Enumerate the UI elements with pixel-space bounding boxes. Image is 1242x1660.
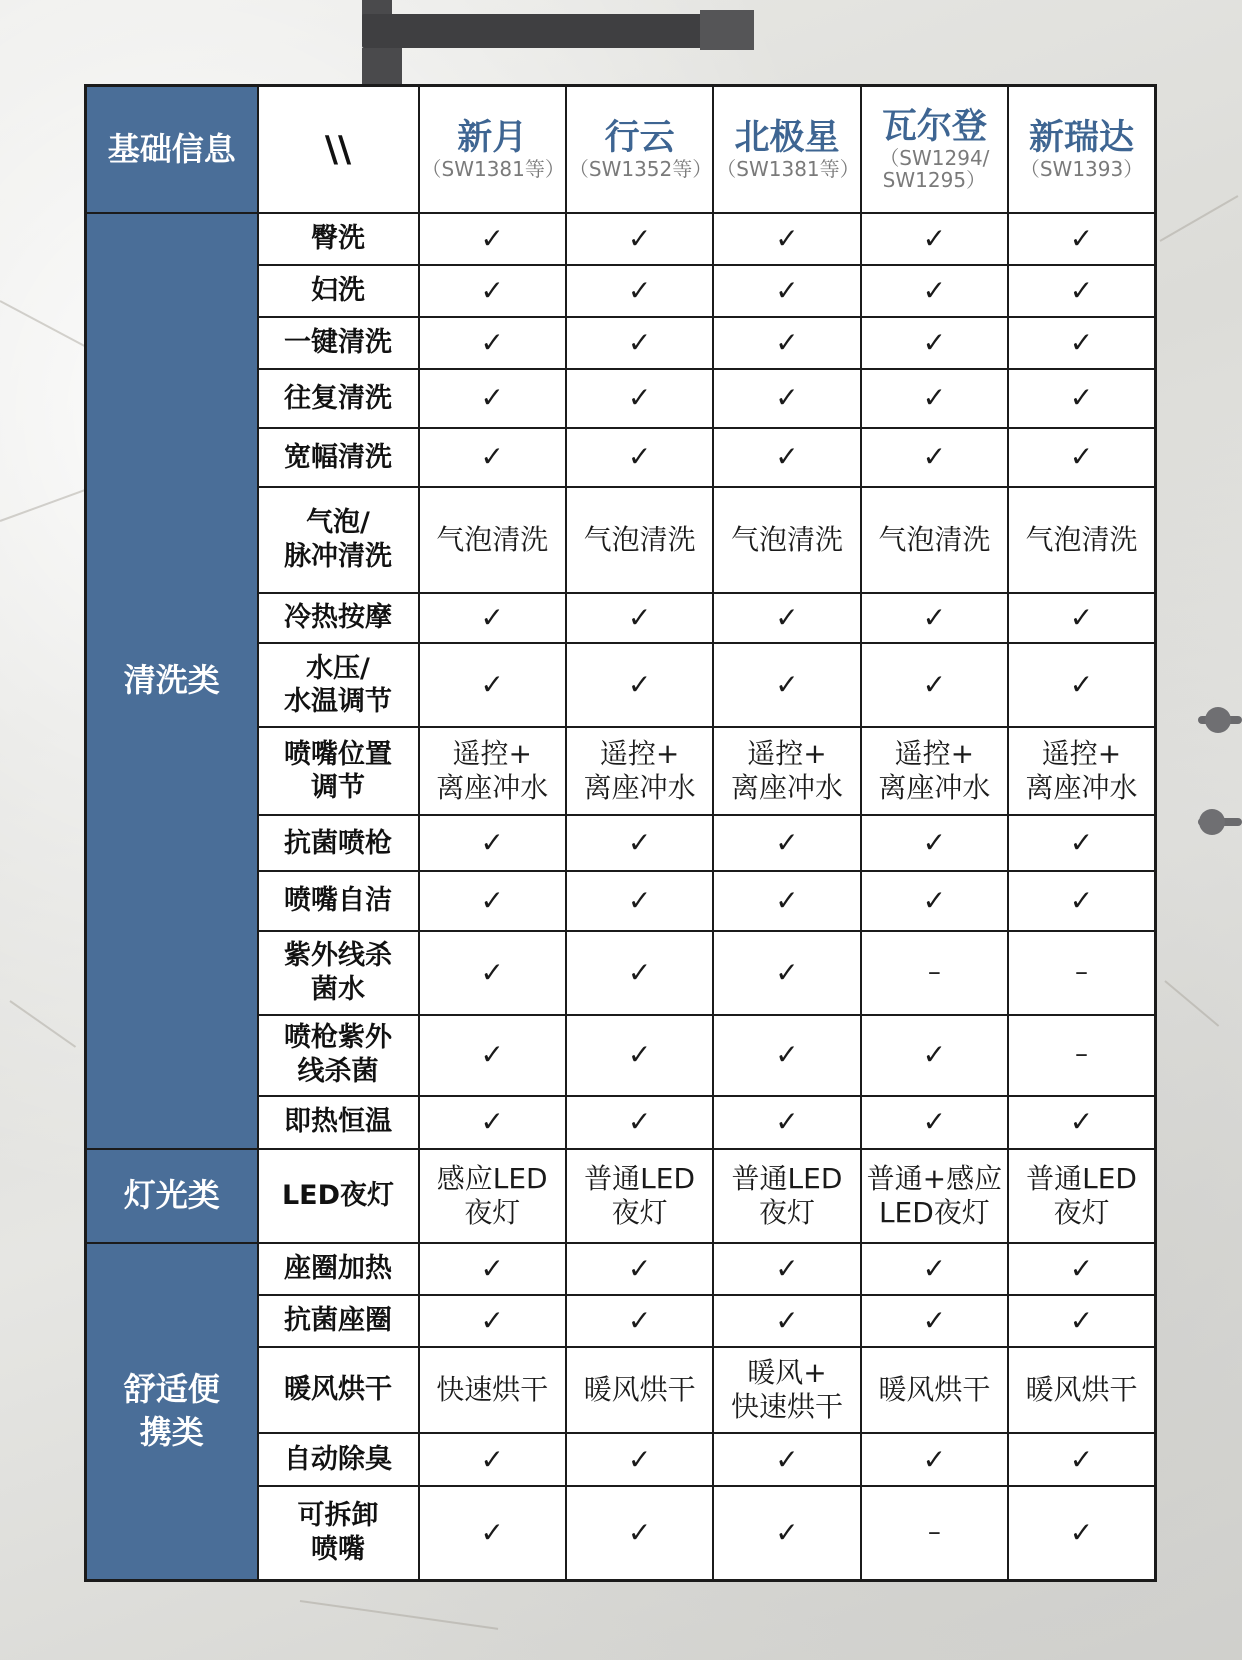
check-icon: ✓ <box>480 1105 504 1139</box>
value-cell <box>713 1015 860 1096</box>
value-cell <box>1008 727 1155 815</box>
value-cell <box>861 1486 1008 1580</box>
feature-label: LED夜灯 <box>281 1180 395 1212</box>
value-cell <box>861 1295 1008 1347</box>
check-icon: ✓ <box>480 1516 504 1550</box>
value-cell <box>861 593 1008 643</box>
feature-label: 臀洗 <box>311 222 365 254</box>
check-icon: ✓ <box>480 883 504 917</box>
value-cell <box>861 1243 1008 1295</box>
feature-cell <box>258 871 419 930</box>
value-cell <box>419 1243 566 1295</box>
value-cell <box>1008 931 1155 1015</box>
value-cell <box>1008 1243 1155 1295</box>
value-cell <box>1008 428 1155 487</box>
check-icon: ✓ <box>480 381 504 415</box>
value-cell <box>566 317 713 369</box>
brand-model: （SW1393） <box>1019 157 1144 182</box>
check-icon: ✓ <box>922 440 947 474</box>
value-cell <box>1008 317 1155 369</box>
brand-model: （SW1352等） <box>568 157 713 182</box>
value-cell <box>566 213 713 265</box>
check-icon: ✓ <box>480 273 504 307</box>
value-cell <box>566 1015 713 1096</box>
feature-label: 即热恒温 <box>284 1106 392 1138</box>
value-cell <box>713 643 860 727</box>
check-icon: ✓ <box>922 668 947 702</box>
value-cell <box>419 1015 566 1096</box>
check-icon: ✓ <box>922 1038 947 1072</box>
value-cell <box>713 871 860 930</box>
check-icon: ✓ <box>1069 601 1094 635</box>
feature-label: 喷嘴自洁 <box>284 885 392 917</box>
value-cell <box>566 643 713 727</box>
feature-label: 往复清洗 <box>284 382 392 414</box>
value-cell <box>713 1295 860 1347</box>
value-cell <box>1008 1096 1155 1149</box>
value-cell <box>1008 1433 1155 1486</box>
check-icon: ✓ <box>480 601 504 635</box>
value-cell <box>566 428 713 487</box>
value-cell <box>713 1243 860 1295</box>
feature-label: 自动除臭 <box>284 1443 392 1475</box>
check-icon: ✓ <box>480 668 504 702</box>
value-cell <box>566 727 713 815</box>
feature-label: 气泡/ 脉冲清洗 <box>284 507 392 573</box>
value-cell <box>566 871 713 930</box>
value-cell <box>566 1486 713 1580</box>
feature-label: 喷嘴位置 调节 <box>284 738 392 804</box>
check-icon: ✓ <box>480 325 504 359</box>
check-icon: ✓ <box>775 221 799 255</box>
feature-cell <box>258 428 419 487</box>
value-cell <box>861 931 1008 1015</box>
brand-header-xingyun <box>566 86 713 213</box>
feature-cell <box>258 1347 419 1433</box>
value-label: 遥控+ 离座冲水 <box>1025 737 1138 805</box>
value-cell <box>861 1433 1008 1486</box>
check-icon: ✓ <box>922 1442 947 1476</box>
check-icon: ✓ <box>1069 325 1094 359</box>
check-icon: ✓ <box>922 325 947 359</box>
value-label: 气泡清洗 <box>730 522 843 556</box>
check-icon: ✓ <box>775 381 799 415</box>
category-lighting-cell <box>86 1149 258 1243</box>
value-cell <box>419 265 566 317</box>
check-icon: ✓ <box>627 1105 652 1139</box>
check-icon: ✓ <box>1069 1251 1094 1285</box>
check-icon: ✓ <box>922 273 947 307</box>
value-cell <box>713 1149 860 1243</box>
value-cell <box>1008 1015 1155 1096</box>
check-icon: ✓ <box>1069 1442 1094 1476</box>
header-row <box>86 86 1156 213</box>
comparison-table <box>84 84 1157 1582</box>
check-icon: ✓ <box>1069 883 1094 917</box>
value-cell <box>566 593 713 643</box>
feature-label: 喷枪紫外 线杀菌 <box>284 1022 392 1088</box>
dash-icon: – <box>1075 1039 1089 1070</box>
brand-name: 北极星 <box>734 118 840 159</box>
value-cell <box>419 815 566 871</box>
check-icon: ✓ <box>922 1105 947 1139</box>
value-label: 遥控+ 离座冲水 <box>436 737 549 805</box>
check-icon: ✓ <box>1069 273 1094 307</box>
feature-label: 宽幅清洗 <box>284 441 392 473</box>
check-icon: ✓ <box>627 440 652 474</box>
value-cell <box>419 428 566 487</box>
value-cell <box>861 265 1008 317</box>
value-label: 暖风烘干 <box>1025 1373 1138 1407</box>
value-cell <box>419 1486 566 1580</box>
check-icon: ✓ <box>480 221 504 255</box>
value-cell <box>861 727 1008 815</box>
value-label: 普通LED 夜灯 <box>584 1161 696 1229</box>
value-cell <box>713 931 860 1015</box>
header-category-cell <box>86 86 258 213</box>
table-row <box>86 1243 1156 1295</box>
check-icon: ✓ <box>922 381 947 415</box>
value-cell <box>566 1096 713 1149</box>
value-label: 暖风烘干 <box>583 1373 696 1407</box>
feature-cell <box>258 1096 419 1149</box>
check-icon: ✓ <box>480 1442 504 1476</box>
value-cell <box>566 369 713 428</box>
check-icon: ✓ <box>627 826 652 860</box>
table-row <box>86 213 1156 265</box>
brand-header-xinruida <box>1008 86 1155 213</box>
value-cell <box>419 1295 566 1347</box>
value-cell <box>419 643 566 727</box>
feature-cell <box>258 487 419 593</box>
check-icon: ✓ <box>1069 221 1094 255</box>
value-cell <box>1008 1347 1155 1433</box>
value-cell <box>1008 213 1155 265</box>
check-icon: ✓ <box>1069 440 1094 474</box>
value-cell <box>1008 1149 1155 1243</box>
feature-cell <box>258 1486 419 1580</box>
feature-label: 水压/ 水温调节 <box>284 652 392 718</box>
check-icon: ✓ <box>775 1251 799 1285</box>
check-icon: ✓ <box>627 1442 652 1476</box>
check-icon: ✓ <box>1069 1516 1094 1550</box>
check-icon: ✓ <box>922 221 947 255</box>
feature-cell <box>258 727 419 815</box>
value-cell <box>1008 593 1155 643</box>
check-icon: ✓ <box>627 1038 652 1072</box>
check-icon: ✓ <box>627 1303 652 1337</box>
check-icon: ✓ <box>627 1516 652 1550</box>
check-icon: ✓ <box>922 883 947 917</box>
check-icon: ✓ <box>627 955 652 989</box>
category-label: 舒适便 携类 <box>123 1370 220 1452</box>
value-cell <box>713 213 860 265</box>
brand-name: 行云 <box>604 118 675 159</box>
value-cell <box>713 428 860 487</box>
check-icon: ✓ <box>480 440 504 474</box>
value-cell <box>566 815 713 871</box>
feature-cell <box>258 593 419 643</box>
category-cleaning-cell <box>86 213 258 1149</box>
value-cell <box>419 1347 566 1433</box>
value-cell <box>713 1096 860 1149</box>
check-icon: ✓ <box>1069 1303 1094 1337</box>
brand-header-waerdeng <box>861 86 1008 213</box>
value-cell <box>419 931 566 1015</box>
check-icon: ✓ <box>627 1251 652 1285</box>
check-icon: ✓ <box>627 883 652 917</box>
brand-name: 瓦尔登 <box>881 107 987 148</box>
feature-label: 可拆卸 喷嘴 <box>297 1500 379 1566</box>
check-icon: ✓ <box>480 1303 504 1337</box>
check-icon: ✓ <box>627 668 652 702</box>
value-label: 气泡清洗 <box>436 522 549 556</box>
value-label: 暖风+ 快速烘干 <box>730 1355 843 1424</box>
value-cell <box>861 487 1008 593</box>
brand-name: 新月 <box>457 118 528 159</box>
category-comfort-cell <box>86 1243 258 1581</box>
value-label: 遥控+ 离座冲水 <box>878 737 991 805</box>
value-cell <box>566 265 713 317</box>
value-cell <box>1008 643 1155 727</box>
check-icon: ✓ <box>627 273 652 307</box>
check-icon: ✓ <box>1069 1105 1094 1139</box>
check-icon: ✓ <box>480 1251 504 1285</box>
feature-cell <box>258 1433 419 1486</box>
value-cell <box>566 487 713 593</box>
feature-label: 妇洗 <box>311 274 365 306</box>
value-cell <box>1008 1486 1155 1580</box>
brand-header-beijixing <box>713 86 860 213</box>
value-cell <box>861 317 1008 369</box>
header-category-label: 基础信息 <box>107 129 236 168</box>
value-cell <box>861 1096 1008 1149</box>
value-cell <box>1008 1295 1155 1347</box>
value-label: 气泡清洗 <box>1025 522 1138 556</box>
check-icon: ✓ <box>775 325 799 359</box>
value-cell <box>566 1243 713 1295</box>
corner-label: \\ <box>324 128 352 170</box>
check-icon: ✓ <box>775 1516 799 1550</box>
feature-label: 座圈加热 <box>284 1253 392 1285</box>
brand-model: （SW1381等） <box>421 157 565 182</box>
value-cell <box>566 1433 713 1486</box>
value-cell <box>419 871 566 930</box>
category-label: 灯光类 <box>123 1176 220 1215</box>
category-label: 清洗类 <box>123 661 220 700</box>
value-cell <box>861 815 1008 871</box>
value-cell <box>419 1433 566 1486</box>
check-icon: ✓ <box>775 1303 799 1337</box>
check-icon: ✓ <box>775 955 799 989</box>
check-icon: ✓ <box>1069 668 1094 702</box>
value-cell <box>713 593 860 643</box>
value-cell <box>861 428 1008 487</box>
value-cell <box>713 727 860 815</box>
feature-label: 一键清洗 <box>284 326 392 358</box>
value-cell <box>861 369 1008 428</box>
check-icon: ✓ <box>922 1251 947 1285</box>
feature-cell <box>258 931 419 1015</box>
check-icon: ✓ <box>775 826 799 860</box>
value-label: 气泡清洗 <box>878 522 991 556</box>
table-row <box>86 1149 1156 1243</box>
value-cell <box>566 1347 713 1433</box>
value-cell <box>419 1096 566 1149</box>
value-cell <box>713 265 860 317</box>
value-cell <box>1008 815 1155 871</box>
check-icon: ✓ <box>775 273 799 307</box>
value-cell <box>713 317 860 369</box>
value-cell <box>713 1486 860 1580</box>
check-icon: ✓ <box>775 668 799 702</box>
value-cell <box>419 727 566 815</box>
feature-label: 抗菌喷枪 <box>284 827 392 859</box>
feature-cell <box>258 213 419 265</box>
check-icon: ✓ <box>1069 381 1094 415</box>
value-cell <box>1008 487 1155 593</box>
feature-cell <box>258 317 419 369</box>
value-label: 暖风烘干 <box>878 1373 991 1407</box>
value-cell <box>713 815 860 871</box>
value-label: 感应LED 夜灯 <box>436 1161 548 1229</box>
feature-cell <box>258 1295 419 1347</box>
value-label: 遥控+ 离座冲水 <box>730 737 843 805</box>
check-icon: ✓ <box>922 826 947 860</box>
feature-label: 暖风烘干 <box>284 1374 392 1406</box>
value-label: 快速烘干 <box>436 1373 549 1407</box>
value-cell <box>419 213 566 265</box>
check-icon: ✓ <box>775 440 799 474</box>
value-cell <box>419 369 566 428</box>
feature-cell <box>258 1149 419 1243</box>
feature-label: 冷热按摩 <box>284 602 392 634</box>
header-corner-cell <box>258 86 419 213</box>
brand-name: 新瑞达 <box>1029 118 1135 159</box>
value-cell <box>713 487 860 593</box>
check-icon: ✓ <box>480 955 504 989</box>
check-icon: ✓ <box>1069 826 1094 860</box>
value-label: 普通LED 夜灯 <box>1026 1161 1137 1229</box>
check-icon: ✓ <box>775 883 799 917</box>
check-icon: ✓ <box>922 1303 947 1337</box>
brand-model: （SW1381等） <box>716 157 860 182</box>
check-icon: ✓ <box>480 826 504 860</box>
feature-cell <box>258 1243 419 1295</box>
value-cell <box>419 1149 566 1243</box>
dash-icon: – <box>927 1517 941 1548</box>
value-label: 普通+感应 LED夜灯 <box>866 1161 1003 1229</box>
value-label: 遥控+ 离座冲水 <box>583 737 696 805</box>
value-cell <box>419 487 566 593</box>
feature-cell <box>258 815 419 871</box>
feature-label: 抗菌座圈 <box>284 1305 392 1337</box>
value-cell <box>861 1347 1008 1433</box>
check-icon: ✓ <box>627 221 652 255</box>
value-cell <box>1008 369 1155 428</box>
value-cell <box>713 1347 860 1433</box>
value-label: 气泡清洗 <box>583 522 696 556</box>
check-icon: ✓ <box>480 1038 504 1072</box>
check-icon: ✓ <box>627 601 652 635</box>
dash-icon: – <box>927 956 941 987</box>
brand-model: （SW1294/ SW1295） <box>879 146 990 193</box>
dash-icon: – <box>1075 956 1089 987</box>
value-cell <box>566 1149 713 1243</box>
brand-header-xinyue <box>419 86 566 213</box>
check-icon: ✓ <box>627 325 652 359</box>
feature-label: 紫外线杀 菌水 <box>284 939 392 1005</box>
value-cell <box>566 931 713 1015</box>
feature-cell <box>258 265 419 317</box>
value-cell <box>861 871 1008 930</box>
value-cell <box>1008 265 1155 317</box>
check-icon: ✓ <box>922 601 947 635</box>
value-cell <box>861 1015 1008 1096</box>
value-cell <box>861 1149 1008 1243</box>
value-cell <box>713 369 860 428</box>
value-cell <box>861 213 1008 265</box>
check-icon: ✓ <box>775 1105 799 1139</box>
value-cell <box>419 593 566 643</box>
value-cell <box>566 1295 713 1347</box>
feature-cell <box>258 1015 419 1096</box>
value-cell <box>861 643 1008 727</box>
value-cell <box>419 317 566 369</box>
check-icon: ✓ <box>627 381 652 415</box>
value-cell <box>713 1433 860 1486</box>
feature-cell <box>258 369 419 428</box>
value-label: 普通LED 夜灯 <box>731 1161 843 1229</box>
check-icon: ✓ <box>775 1442 799 1476</box>
check-icon: ✓ <box>775 601 799 635</box>
feature-cell <box>258 643 419 727</box>
value-cell <box>1008 871 1155 930</box>
check-icon: ✓ <box>775 1038 799 1072</box>
